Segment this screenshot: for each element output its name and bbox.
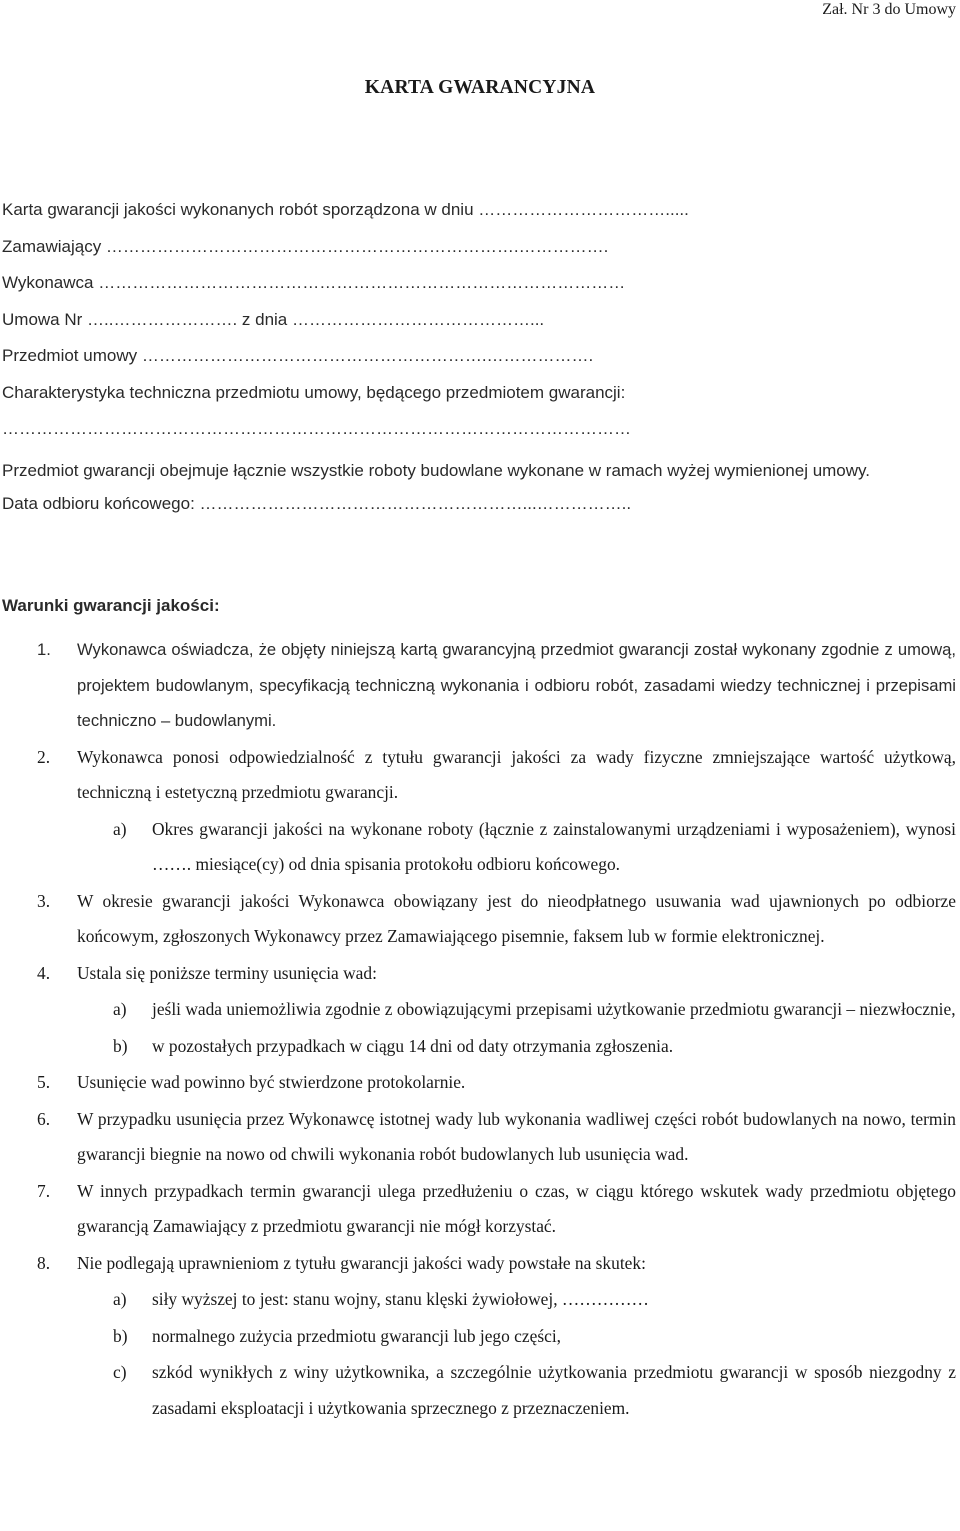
condition-number: 6. — [37, 1108, 51, 1129]
condition-subitem — [0, 992, 960, 1028]
technical-characteristics-blank: ………………………………………………………………………………………………… — [2, 419, 631, 438]
condition-text: Ustala się poniższe terminy usunięcia wad: — [77, 962, 377, 983]
condition-number: 4. — [37, 962, 51, 983]
subitem-text: normalnego zużycia przedmiotu gwarancji lub jego części, — [152, 1325, 561, 1346]
condition-number: 5. — [37, 1072, 51, 1092]
condition-text: Nie podlegają uprawnieniom z tytułu gwarancji jakości wady powstałe na skutek: — [77, 1252, 646, 1273]
condition-item — [0, 884, 960, 955]
condition-item — [0, 740, 960, 811]
contract-subject-line: Przedmiot umowy …………………………………………………….………………. — [2, 346, 594, 365]
subitem-text: w pozostałych przypadkach w ciągu 14 dni od daty otrzymania zgłoszenia. — [152, 1035, 674, 1056]
condition-subitem — [0, 1319, 960, 1355]
warranty-form-fields — [2, 197, 956, 527]
subitem-letter: c) — [113, 1362, 127, 1382]
ordering-party-line: Zamawiający ……………………………………………………………….……………. — [2, 236, 609, 256]
condition-subitem — [0, 1029, 960, 1065]
technical-characteristics-label: Charakterystyka techniczna przedmiotu umowy, będącego przedmiotem gwarancji: — [2, 382, 626, 402]
condition-text: W przypadku usunięcia przez Wykonawcę istotnej wady lub wykonania wadliwej części robót budowlanych na nowo, termin gwarancji biegnie na nowo od chwili wykonania robót budowlanych lub usunięcia wad. — [77, 1108, 956, 1164]
attachment-reference: Zał. Nr 3 do Umowy — [822, 1, 956, 18]
issue-date-line: Karta gwarancji jakości wykonanych robót sporządzona w dniu ……………………………..... — [2, 200, 689, 219]
condition-subitem — [0, 1282, 960, 1318]
warranty-conditions-heading: Warunki gwarancji jakości: — [2, 596, 220, 615]
condition-text: Wykonawca ponosi odpowiedzialność z tytułu gwarancji jakości za wady fizyczne zmniejszające wartość użytkową, techniczną i estetyczną przedmiotu gwarancji. — [77, 746, 956, 802]
warranty-conditions-list — [0, 632, 960, 1427]
condition-text: Wykonawca oświadcza, że objęty niniejszą kartą gwarancyjną przedmiot gwarancji został wykonany zgodnie z umową, projektem budowlanym, specyfikacją techniczną wykonania i odbioru robót, zasadami wiedzy technicznej i przepisami techniczno – budowlanymi. — [77, 640, 956, 730]
condition-item — [0, 956, 960, 992]
condition-text: W okresie gwarancji jakości Wykonawca obowiązany jest do nieodpłatnego usuwania wad ujawnionych po odbiorze końcowym, zgłoszonych Wykonawcy przez Zamawiającego pisemnie, faksem lub w formie elektronicznej. — [77, 890, 956, 946]
subitem-letter: a) — [113, 999, 127, 1019]
condition-number: 7. — [37, 1180, 51, 1201]
condition-item — [0, 632, 960, 739]
condition-item — [0, 1102, 960, 1173]
subitem-text: siły wyższej to jest: stanu wojny, stanu klęski żywiołowej, …………… — [152, 1289, 649, 1309]
condition-number: 3. — [37, 890, 51, 911]
condition-text: Usunięcie wad powinno być stwierdzone protokolarnie. — [77, 1072, 466, 1092]
condition-number: 2. — [37, 746, 51, 767]
condition-subitem — [0, 812, 960, 883]
subitem-text: szkód wynikłych z winy użytkownika, a szczególnie użytkowania przedmiotu gwarancji w sposób niezgodny z zasadami eksploatacji i użytkowania sprzecznego z przeznaczeniem. — [152, 1362, 956, 1418]
subitem-text: jeśli wada uniemożliwia zgodnie z obowiązującymi przepisami użytkowanie przedmiotu gwarancji – niezwłocznie, — [152, 999, 956, 1019]
condition-item — [0, 1174, 960, 1245]
subitem-letter: a) — [113, 1289, 127, 1309]
subitem-letter: a) — [113, 818, 127, 839]
condition-item — [0, 1065, 960, 1101]
contract-number-line: Umowa Nr …..…………………. z dnia ……………………………………... — [2, 309, 545, 329]
subitem-letter: b) — [113, 1325, 128, 1346]
document-title: KARTA GWARANCYJNA — [364, 77, 596, 98]
contractor-line: Wykonawca ………………………………………………………………………………… — [2, 273, 626, 292]
condition-number: 8. — [37, 1252, 51, 1273]
subitem-text: Okres gwarancji jakości na wykonane roboty (łącznie z zainstalowanymi urządzeniami i wyposażeniem), wynosi ……. miesiące(cy) od dnia spisania protokołu odbioru końcowego. — [152, 818, 956, 874]
final-acceptance-date-line: Data odbioru końcowego: …………………………………………………...…………….. — [2, 493, 632, 513]
condition-item — [0, 1246, 960, 1282]
condition-number: 1. — [37, 640, 51, 659]
condition-text: W innych przypadkach termin gwarancji ulega przedłużeniu o czas, w ciągu którego wskutek wady przedmiotu objętego gwarancją Zamawiający z przedmiotu gwarancji nie mógł korzystać. — [77, 1180, 956, 1236]
condition-subitem — [0, 1355, 960, 1426]
warranty-scope-statement: Przedmiot gwarancji obejmuje łącznie wszystkie roboty budowlane wykonane w ramach wyżej wymienionej umowy. — [2, 460, 871, 480]
subitem-letter: b) — [113, 1035, 128, 1056]
